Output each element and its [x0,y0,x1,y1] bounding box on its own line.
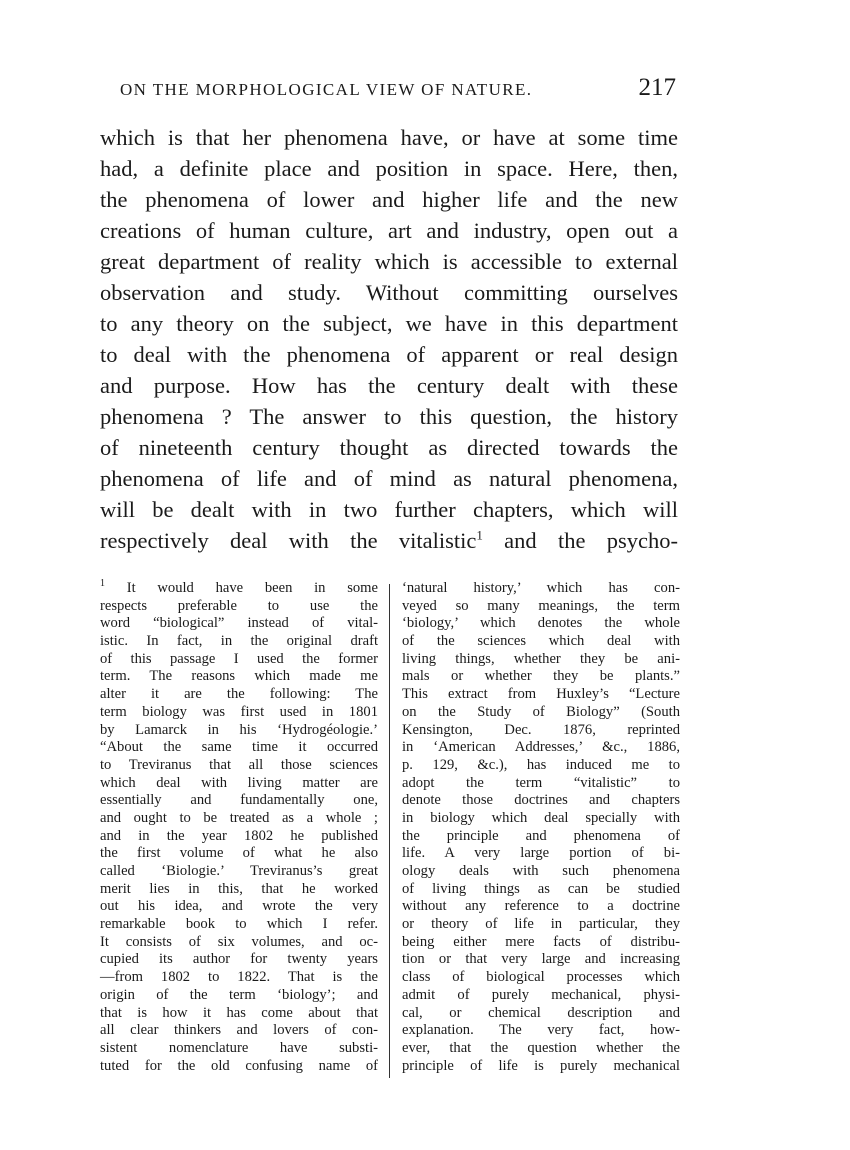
footnote-line: remarkable book to which I refer. [100,916,378,933]
text-line: great department of reality which is accessible to external [100,249,678,274]
footnote-line: of living things as can be studied [402,880,680,897]
footnote-line: without any reference to a doctrine [402,898,680,915]
text-fragment: and the psycho- [482,528,678,553]
page-number: 217 [638,74,676,101]
footnote-line: cal, or chemical description and [402,1004,680,1021]
footnote-line: This extract from Huxley’s “Lecture [402,686,680,703]
footnote-line: called ‘Biologie.’ Treviranus’s great [100,863,378,879]
footnote-line: p. 129, &c.), has induced me to [402,756,680,773]
footnote-line: Kensington, Dec. 1876, reprinted [402,721,680,738]
running-title: ON THE MORPHOLOGICAL VIEW OF NATURE. [120,80,533,99]
footnote-line: ology deals with such phenomena [402,863,680,879]
footnote-line: or theory of life in particular, they [402,916,680,933]
footnote-line: living things, whether they be ani- [402,650,680,667]
footnote-line: explanation. The very fact, how- [402,1022,680,1039]
footnote-line: veyed so many meanings, the term [402,597,680,614]
text-line: and purpose. How has the century dealt with these [100,373,678,398]
footnote-line: class of biological processes which [402,969,680,986]
footnote [100,580,680,1085]
footnote-line: to Treviranus that all those sciences [100,756,378,773]
text-line: to any theory on the subject, we have in this department [100,311,678,336]
text-line: observation and study. Without committing ourselves [100,280,678,305]
text-line: creations of human culture, art and industry, open out a [100,218,678,243]
footnote-left-column [100,580,378,1075]
column-divider [389,584,390,1078]
text-line: the phenomena of lower and higher life and the new [100,187,678,212]
footnote-line: origin of the term ‘biology’; and [100,986,378,1003]
footnote-line: all clear thinkers and lovers of con- [100,1022,378,1039]
footnote-line: “About the same time it occurred [100,739,378,756]
footnote-line: istic. In fact, in the original draft [100,633,378,650]
footnote-line: by Lamarck in his ‘Hydrogéologie.’ [100,721,378,738]
footnote-line: the principle and phenomena of [402,827,680,844]
text-line: phenomena of life and of mind as natural phenomena, [100,466,678,491]
footnote-line: in ‘American Addresses,’ &c., 1886, [402,739,680,756]
footnote-marker: 1 [100,578,105,590]
footnote-text: It would have been in some [105,580,378,596]
footnote-line: It consists of six volumes, and oc- [100,933,378,950]
footnote-line: term biology was first used in 1801 [100,703,378,720]
footnote-line [100,580,378,598]
footnote-line: the first volume of what he also [100,845,378,862]
footnote-line: that is how it has come about that [100,1004,378,1021]
text-line: will be dealt with in two further chapters, which will [100,497,678,522]
footnote-line: of the sciences which deal with [402,633,680,650]
footnote-line: term. The reasons which made me [100,668,378,685]
footnote-line: word “biological” instead of vital- [100,615,378,632]
text-line: phenomena ? The answer to this question, the history [100,404,678,429]
footnote-line: alter it are the following: The [100,686,378,703]
footnote-line: being either mere facts of distribu- [402,933,680,950]
footnote-line: on the Study of Biology” (South [402,703,680,720]
text-line: had, a definite place and position in space. Here, then, [100,156,678,181]
footnote-line: tion or that very large and increasing [402,951,680,968]
footnote-line: —from 1802 to 1822. That is the [100,969,378,986]
footnote-line: adopt the term “vitalistic” to [402,774,680,791]
text-line: to deal with the phenomena of apparent or real design [100,342,678,367]
footnote-line: respects preferable to use the [100,597,378,614]
footnote-line: principle of life is purely mechanical [402,1057,680,1074]
footnote-line: and in the year 1802 he published [100,827,378,844]
footnote-line: life. A very large portion of bi- [402,845,680,862]
footnote-line: in biology which deal specially with [402,809,680,826]
footnote-reference: 1 [476,527,483,543]
footnote-line: denote those doctrines and chapters [402,792,680,809]
footnote-line: tuted for the old confusing name of [100,1057,378,1074]
main-text [100,122,678,556]
running-header [120,74,680,106]
footnote-line: ever, that the question whether the [402,1039,680,1056]
footnote-line: sistent nomenclature have substi- [100,1039,378,1056]
text-line: which is that her phenomena have, or have at some time [100,125,678,150]
footnote-right-column [402,580,680,1075]
footnote-line: mals or whether they be plants.” [402,668,680,685]
text-fragment: respectively deal with the vitalistic [100,528,477,553]
footnote-line: which deal with living matter are [100,774,378,791]
footnote-line: merit lies in this, that he worked [100,880,378,897]
footnote-line: ‘natural history,’ which has con- [402,580,680,596]
footnote-line: cupied its author for twenty years [100,951,378,968]
footnote-line: out his idea, and wrote the very [100,898,378,915]
text-line-last [100,525,678,556]
footnote-line: ‘biology,’ which denotes the whole [402,615,680,632]
footnote-line: essentially and fundamentally one, [100,792,378,809]
footnote-line: and ought to be treated as a whole ; [100,809,378,826]
footnote-line: admit of purely mechanical, physi- [402,986,680,1003]
footnote-line: of this passage I used the former [100,650,378,667]
text-line: of nineteenth century thought as directed towards the [100,435,678,460]
